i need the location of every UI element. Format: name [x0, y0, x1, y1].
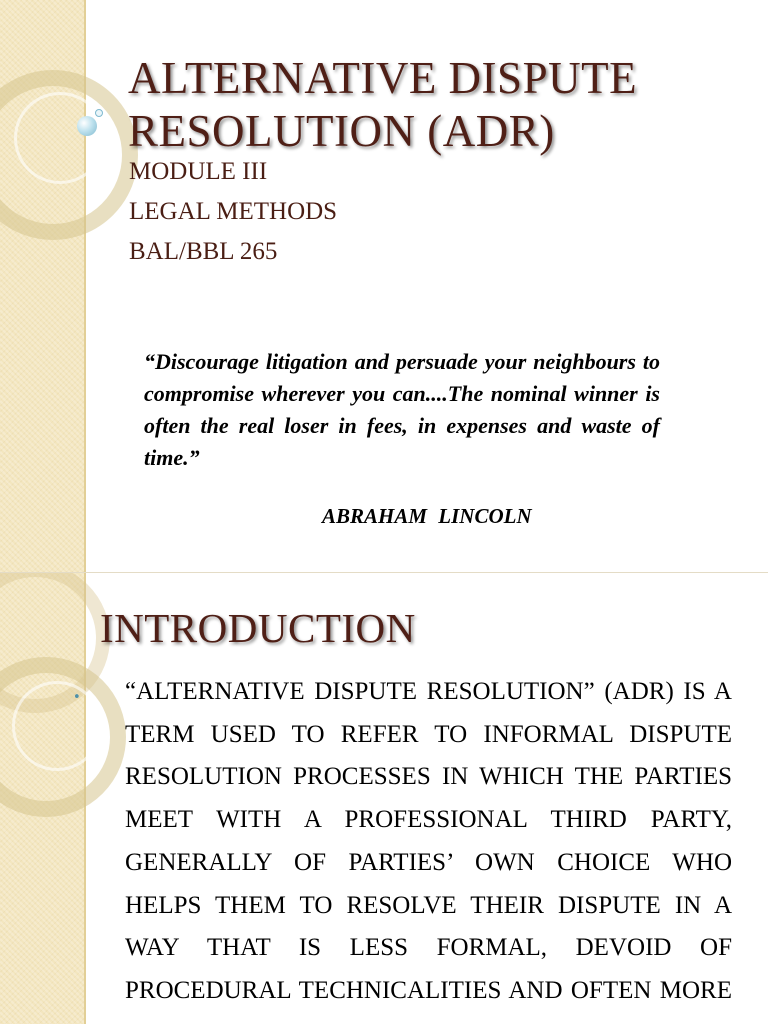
course-info — [129, 152, 337, 272]
decorative-bubble-large — [77, 116, 97, 136]
decorative-ring-inner — [12, 681, 102, 771]
module-label: MODULE III — [129, 158, 268, 185]
slide-1-title: ALTERNATIVE DISPUTE RESOLUTION (ADR) — [128, 53, 638, 156]
slide-introduction — [0, 572, 768, 1024]
slide-2-title: INTRODUCTION — [100, 605, 416, 651]
bullet-icon: • — [73, 690, 81, 705]
decorative-ring-inner — [14, 92, 106, 184]
decorative-bubble-small — [95, 109, 103, 117]
introduction-paragraph: “ALTERNATIVE DISPUTE RESOLUTION” (ADR) IS A TERM USED TO REFER TO INFORMAL DISPUTE RESOLUTION PROCESSES IN WHICH THE PARTIES MEET WITH A PROFESSIONAL THIRD PARTY, GENERALLY OF PARTIES’ OWN CHOICE WHO HELPS THEM TO RESOLVE THEIR DISPUTE IN A WAY THAT IS LESS FORMAL, DEVOID OF PROCEDURAL TECHNICALITIES AND OFTEN MORE — [125, 678, 732, 1004]
subject-label: LEGAL METHODS — [129, 198, 338, 225]
course-code-label: BAL/BBL 265 — [129, 238, 278, 265]
quote-author: ABRAHAM LINCOLN — [322, 504, 532, 528]
lincoln-quote: “Discourage litigation and persuade your neighbours to compromise wherever you can....The nominal winner is often the real loser in fees, in expenses and waste of time.” — [144, 349, 660, 470]
